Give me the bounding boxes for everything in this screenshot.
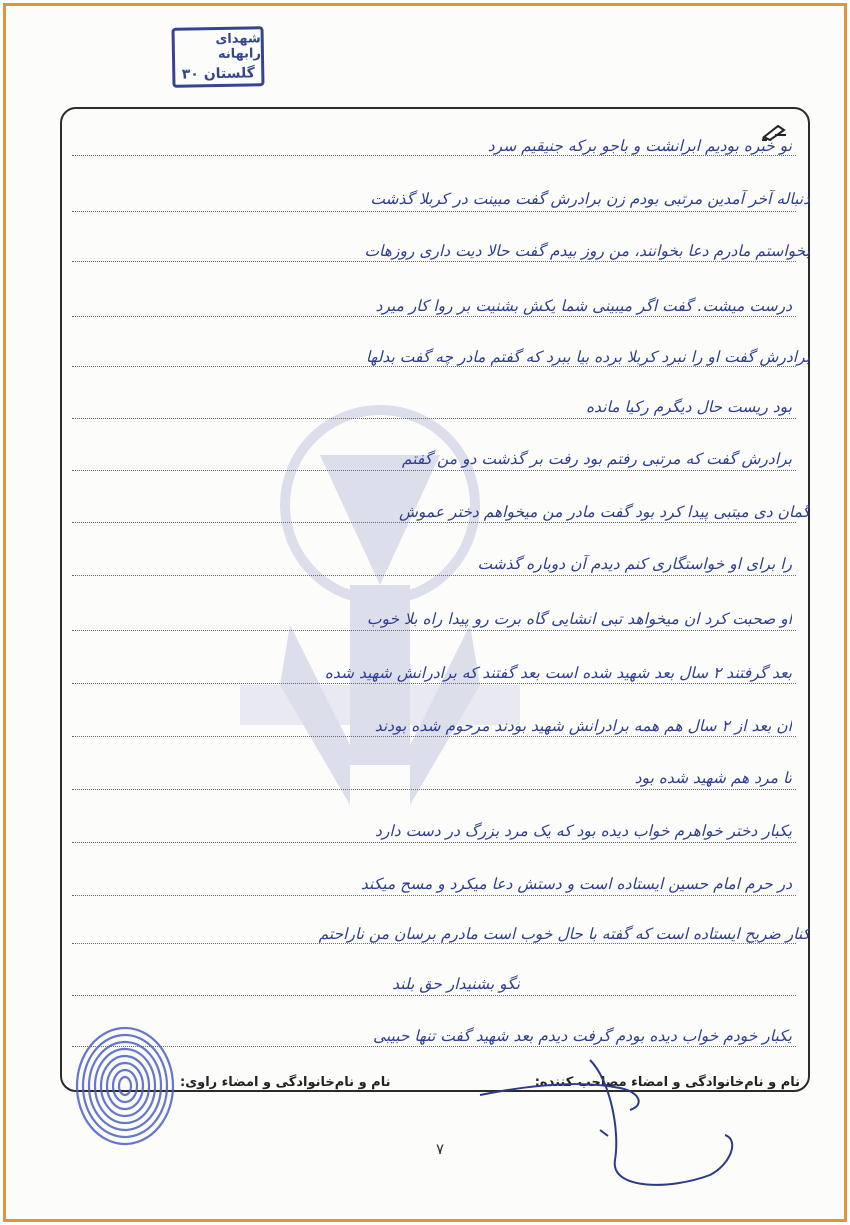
ruled-line xyxy=(72,943,796,944)
handwritten-line: نگو بشنیدار حق بلند xyxy=(392,975,520,993)
handwritten-line: ان بعد از ۲ سال هم همه برادرانش شهید بودند مرحوم شده بودند xyxy=(374,717,792,735)
ruled-line xyxy=(72,895,796,896)
fingerprint xyxy=(70,1018,180,1148)
handwritten-line: درست میشت. گفت اگر میبینی شما یکش بشنیت بر روا کار میرد xyxy=(375,297,792,315)
handwritten-line: برادرش گفت که مرتبی رفتم بود رفت بر گذشت دو من گفتم xyxy=(401,450,792,468)
interviewer-signature-label: نام و نام‌خانوادگی و امضاء مصاحب کننده: xyxy=(534,1075,800,1090)
handwritten-line: بود ریست حال دیگرم رکیا مانده xyxy=(585,398,792,416)
ruled-line xyxy=(72,683,796,684)
handwritten-line: یکبار خودم خواب دیده بودم گرفت دیدم بعد شهید گفت تنها حبیبی xyxy=(372,1027,792,1045)
ruled-line xyxy=(72,522,796,523)
ruled-line xyxy=(72,316,796,317)
handwritten-line: برادرش گفت او را نبرد کربلا برده بیا ببرد که گفتم مادر چه گفت بدلها xyxy=(365,348,810,366)
handwritten-line: در حرم امام حسین ایستاده است و دستش دعا میکرد و مسح میکند xyxy=(360,875,792,893)
ruled-line xyxy=(72,736,796,737)
ruled-line xyxy=(72,211,796,212)
handwritten-line: کنار ضریح ایستاده است که گفته با حال خوب است مادرم برسان من ناراحتم xyxy=(318,925,810,943)
handwritten-line: را برای او خواستگاری کنم دیدم آن دوباره گذشت xyxy=(477,555,792,573)
stamp-line-2: گلستان ۳۰ xyxy=(181,65,255,83)
ruled-line xyxy=(72,630,796,631)
ruled-line xyxy=(72,261,796,262)
interviewer-signature xyxy=(470,1040,750,1200)
page-number: ۷ xyxy=(436,1140,445,1158)
narrator-signature-label: نام و نام‌خانوادگی و امضاء راوی: xyxy=(180,1075,391,1090)
handwritten-line: نو خبره بودیم ابرانشت و باجو برکه جنیقیم سرد xyxy=(487,137,792,155)
ruled-line xyxy=(72,789,796,790)
handwritten-line: تا مرد هم شهید شده بود xyxy=(634,769,792,787)
handwritten-line: گمان دی میتبی پیدا کرد بود گفت مادر من میخواهم دختر عموش xyxy=(398,503,810,521)
ruled-line xyxy=(72,155,796,156)
ruled-line xyxy=(72,995,796,996)
ruled-line xyxy=(72,575,796,576)
ruled-line xyxy=(72,470,796,471)
ruled-line xyxy=(72,418,796,419)
handwritten-line: یکبار دختر خواهرم خواب دیده بود که یک مرد بزرگ در دست دارد xyxy=(375,822,792,840)
stamp-seal xyxy=(171,26,264,88)
handwritten-line: بخواستم مادرم دعا بخوانند، من روز بیدم گفت حالا دیت داری روزهات xyxy=(364,242,810,260)
ruled-line xyxy=(72,842,796,843)
handwritten-line: او صحبت کرد ان میخواهد تبی انشایی گاه برت رو پیدا راه بلا خوب xyxy=(366,610,792,628)
stamp-line-1: شهدای رابهانه xyxy=(215,31,262,63)
ruled-line xyxy=(72,366,796,367)
handwritten-line: دنباله آخر آمدین مرتبی بودم زن برادرش گفت مبینت در کربلا گذشت xyxy=(370,190,810,208)
handwritten-line: بعد گرفتند ۲ سال بعد شهید شده است بعد گفتند که برادرانش شهید شده xyxy=(324,664,792,682)
